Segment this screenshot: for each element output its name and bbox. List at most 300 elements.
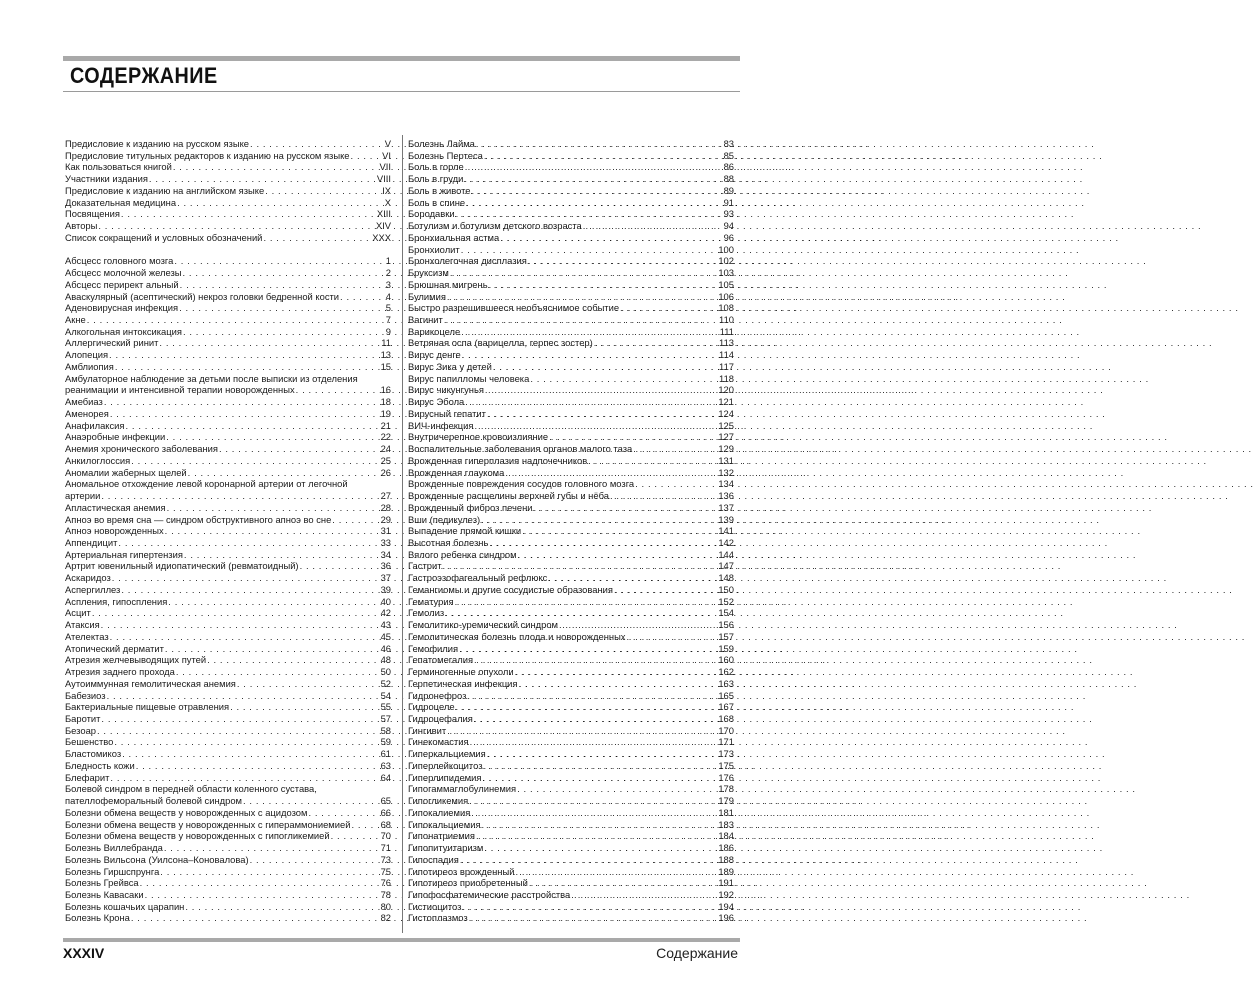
toc-entry-page: 178 (718, 783, 734, 795)
toc-leader-dots (471, 807, 717, 819)
toc-entry-page: 13 (380, 349, 391, 361)
toc-entry-page: 176 (718, 771, 734, 783)
toc-leader-dots (109, 349, 380, 361)
toc-entry[interactable] (65, 713, 391, 725)
toc-entry[interactable] (65, 736, 391, 748)
toc-entry-page: 33 (380, 536, 391, 548)
toc-leader-dots (583, 220, 723, 232)
toc-entry-page: 65 (380, 795, 391, 807)
toc-entry-page: 175 (718, 759, 734, 771)
toc-entry-page: 159 (718, 642, 734, 654)
toc-entry-title: Болезни обмена веществ у новорожденных с ацидозом (65, 806, 308, 818)
toc-leader-dots (474, 654, 717, 666)
toc-entry[interactable] (408, 760, 734, 772)
toc-entry-title: Болезнь Лайма (408, 138, 475, 149)
toc-entry-title: Варикоцеле (408, 325, 461, 337)
toc-entry[interactable] (408, 748, 734, 760)
toc-entry[interactable] (65, 807, 391, 819)
toc-entry-title: Вагинит (408, 314, 443, 326)
toc-entry[interactable] (65, 455, 391, 467)
toc-entry-title: Артрит ювенильный идиопатический (ревматоидный) (65, 560, 299, 572)
toc-entry-title: Баротит (65, 712, 101, 724)
toc-entry-page: 124 (718, 407, 734, 419)
toc-leader-dots (115, 361, 380, 373)
toc-entry[interactable] (65, 866, 391, 878)
toc-entry-page: 18 (380, 396, 391, 408)
toc-entry-title: Гемофилия (408, 642, 459, 654)
toc-entry-title: Боль в груди (408, 173, 464, 185)
toc-leader-dots (517, 783, 717, 795)
toc-entry[interactable] (408, 431, 734, 443)
toc-leader-dots (263, 232, 371, 244)
toc-entry[interactable] (408, 678, 734, 690)
toc-leader-dots (112, 572, 380, 584)
toc-leader-dots (114, 736, 379, 748)
toc-entry[interactable] (65, 783, 391, 806)
toc-entry[interactable] (408, 584, 734, 596)
toc-entry-title: Амбулаторное наблюдение за детьми после выписки из отделения (65, 372, 358, 384)
toc-entry-page: 76 (380, 877, 391, 889)
toc-entry-title: Гипокалиемия (408, 806, 471, 818)
toc-leader-dots (110, 408, 380, 420)
toc-entry-title: Гиперлипидемия (408, 771, 482, 783)
toc-leader-dots (87, 314, 385, 326)
toc-entry[interactable] (408, 783, 734, 795)
toc-entry[interactable] (408, 443, 734, 455)
toc-entry[interactable] (65, 150, 391, 162)
toc-entry[interactable] (65, 255, 391, 267)
toc-entry-title: Булимия (408, 290, 446, 302)
toc-leader-dots (481, 514, 717, 526)
toc-entry[interactable] (65, 725, 391, 737)
toc-entry[interactable] (65, 291, 391, 303)
toc-entry-title: Болезнь кошачьих царапин (65, 900, 185, 912)
toc-leader-dots (331, 830, 380, 842)
toc-entry[interactable] (408, 420, 734, 432)
toc-entry[interactable] (408, 725, 734, 737)
toc-leader-dots (101, 619, 380, 631)
toc-entry[interactable] (408, 197, 734, 209)
toc-entry-page: 103 (718, 267, 734, 279)
toc-entry[interactable] (408, 701, 734, 713)
toc-entry-page: VI (382, 149, 391, 161)
toc-entry-title: Атрезия заднего прохода (65, 666, 175, 678)
toc-leader-dots (444, 314, 718, 326)
toc-leader-dots (126, 420, 380, 432)
toc-entry[interactable] (408, 314, 734, 326)
toc-entry[interactable] (65, 431, 391, 443)
toc-entry[interactable] (408, 396, 734, 408)
toc-entry-page: 179 (718, 795, 734, 807)
toc-leader-dots (173, 161, 379, 173)
toc-leader-dots (469, 912, 718, 924)
toc-entry[interactable] (408, 326, 734, 338)
toc-entry[interactable] (408, 525, 734, 537)
toc-leader-dots (476, 830, 717, 842)
toc-leader-dots (104, 396, 380, 408)
toc-entry-title: Вирус денге (408, 349, 461, 361)
toc-entry[interactable] (65, 173, 391, 185)
toc-entry-page: 43 (380, 619, 391, 631)
toc-entry[interactable] (65, 842, 391, 854)
toc-entry[interactable] (408, 654, 734, 666)
toc-entry[interactable] (65, 549, 391, 561)
toc-entry-page: 141 (718, 525, 734, 537)
toc-entry[interactable] (65, 912, 391, 924)
toc-leader-dots (149, 173, 376, 185)
toc-entry[interactable] (65, 514, 391, 526)
toc-entry-page: 147 (718, 560, 734, 572)
toc-entry[interactable] (65, 631, 391, 643)
toc-entry-title: Аномалии жаберных щелей (65, 466, 187, 478)
toc-entry[interactable] (408, 161, 734, 173)
running-title: Содержание (656, 945, 738, 961)
toc-entry-title: Врожденный фиброз печени (408, 501, 533, 513)
toc-entry-page: IX (382, 184, 391, 196)
toc-entry-page: 188 (718, 853, 734, 865)
toc-entry-page: 78 (380, 889, 391, 900)
toc-entry-page: 181 (718, 806, 734, 818)
toc-entry-page: 94 (723, 220, 734, 232)
toc-leader-dots (183, 267, 385, 279)
toc-entry[interactable] (408, 150, 734, 162)
toc-entry-line (65, 795, 391, 807)
toc-leader-dots (588, 455, 717, 467)
toc-leader-dots (519, 678, 718, 690)
toc-entry-title: Болезнь Грейвса (65, 877, 139, 889)
toc-entry-title: Гепатомегалия (408, 654, 474, 666)
toc-entry[interactable] (408, 361, 734, 373)
toc-leader-dots (559, 619, 717, 631)
toc-entry[interactable] (408, 220, 734, 232)
toc-leader-dots (549, 431, 717, 443)
toc-entry-page: 165 (718, 689, 734, 701)
toc-entry[interactable] (65, 666, 391, 678)
toc-entry-page: XXX (372, 231, 391, 243)
toc-entry[interactable] (65, 396, 391, 408)
toc-entry[interactable] (408, 842, 734, 854)
toc-entry[interactable] (408, 291, 734, 303)
toc-entry-title: Авторы (65, 220, 98, 232)
toc-leader-dots (633, 443, 717, 455)
toc-column-left (65, 138, 391, 924)
toc-entry-title: Болезнь Виллебранда (65, 842, 163, 854)
toc-entry[interactable] (65, 877, 391, 889)
toc-entry-page: 86 (723, 161, 734, 173)
toc-entry[interactable] (408, 877, 734, 889)
toc-entry[interactable] (65, 525, 391, 537)
toc-entry[interactable] (65, 467, 391, 479)
toc-entry-title: Воспалительные заболевания органов малого таза (408, 443, 633, 455)
toc-entry[interactable] (65, 619, 391, 631)
toc-entry[interactable] (65, 502, 391, 514)
toc-entry-title: Ботулизм и ботулизм детского возраста (408, 220, 582, 232)
toc-leader-dots (92, 607, 380, 619)
toc-entry[interactable] (408, 467, 734, 479)
toc-entry-page: 85 (723, 149, 734, 161)
toc-entry[interactable] (408, 631, 734, 643)
toc-entry[interactable] (408, 337, 734, 349)
toc-entry[interactable] (65, 584, 391, 596)
toc-entry[interactable] (408, 912, 734, 924)
toc-entry[interactable] (408, 690, 734, 702)
toc-entry-page: 46 (380, 642, 391, 654)
toc-entry-page: 28 (380, 501, 391, 513)
toc-entry[interactable] (65, 279, 391, 291)
toc-leader-dots (530, 373, 718, 385)
toc-entry[interactable] (408, 232, 734, 244)
toc-entry[interactable] (408, 666, 734, 678)
toc-entry-page: 58 (380, 724, 391, 736)
toc-entry[interactable] (65, 901, 391, 913)
toc-entry[interactable] (65, 643, 391, 655)
toc-entry-title: Бруксизм (408, 267, 449, 279)
toc-entry[interactable] (408, 713, 734, 725)
toc-entry[interactable] (65, 267, 391, 279)
toc-entry-page: VIII (376, 173, 391, 185)
toc-entry[interactable] (408, 643, 734, 655)
toc-entry[interactable] (65, 420, 391, 432)
toc-entry[interactable] (65, 138, 391, 150)
toc-entry-page: 93 (723, 208, 734, 220)
toc-entry[interactable] (65, 337, 391, 349)
toc-leader-dots (466, 197, 722, 209)
toc-entry-title: Аменорея (65, 407, 109, 419)
toc-leader-dots (340, 291, 385, 303)
toc-entry[interactable] (65, 197, 391, 209)
toc-entry[interactable] (65, 607, 391, 619)
toc-leader-dots (461, 326, 719, 338)
toc-entry-page: 22 (380, 431, 391, 443)
toc-entry-title: Аллергический ринит (65, 337, 159, 349)
toc-entry-title-cont: артерии (65, 490, 101, 502)
toc-entry[interactable] (408, 901, 734, 913)
toc-leader-dots (332, 514, 379, 526)
toc-entry[interactable] (408, 173, 734, 185)
toc-entry[interactable] (65, 161, 391, 173)
toc-entry[interactable] (408, 596, 734, 608)
toc-entry-page: 129 (718, 443, 734, 455)
toc-entry[interactable] (65, 819, 391, 831)
toc-entry-title: Амблиопия (65, 360, 114, 372)
toc-entry[interactable] (408, 208, 734, 220)
toc-entry[interactable] (408, 889, 734, 901)
toc-entry[interactable] (408, 185, 734, 197)
toc-entry[interactable] (408, 279, 734, 291)
toc-entry[interactable] (65, 373, 391, 396)
toc-entry-page: 111 (719, 325, 734, 337)
toc-entry[interactable] (408, 807, 734, 819)
toc-entry[interactable] (65, 690, 391, 702)
toc-entry[interactable] (65, 314, 391, 326)
toc-entry[interactable] (408, 384, 734, 396)
toc-entry[interactable] (65, 220, 391, 232)
toc-entry-title: Бластомикоз (65, 748, 122, 760)
toc-leader-dots (500, 232, 722, 244)
toc-entry-title: Бледность кожи (65, 759, 135, 771)
toc-entry[interactable] (65, 302, 391, 314)
toc-entry-page: 170 (718, 724, 734, 736)
toc-entry-title: Бронхиальная астма (408, 231, 500, 243)
toc-leader-dots (447, 725, 717, 737)
toc-entry[interactable] (408, 772, 734, 784)
toc-entry-title: Аспления, гипоспления (65, 595, 168, 607)
toc-leader-dots (450, 267, 718, 279)
toc-entry-page: 15 (380, 360, 391, 372)
toc-entry[interactable] (408, 560, 734, 572)
toc-leader-dots (185, 901, 379, 913)
column-divider (402, 135, 403, 933)
toc-entry[interactable] (65, 678, 391, 690)
toc-entry-title: Анаэробные инфекции (65, 431, 166, 443)
toc-entry-title: Список сокращений и условных обозначений (65, 231, 263, 243)
toc-entry[interactable] (65, 760, 391, 772)
toc-leader-dots (176, 666, 380, 678)
toc-entry[interactable] (65, 408, 391, 420)
toc-entry[interactable] (65, 185, 391, 197)
toc-leader-dots (110, 631, 380, 643)
toc-entry[interactable] (65, 361, 391, 373)
toc-entry[interactable] (65, 854, 391, 866)
toc-leader-dots (460, 854, 718, 866)
toc-entry-title: Внутричерепное кровоизлияние (408, 431, 549, 443)
toc-leader-dots (300, 560, 380, 572)
toc-entry-title: Болезнь Гиршспрунга (65, 865, 160, 877)
toc-leader-dots (456, 701, 718, 713)
toc-leader-dots (465, 396, 717, 408)
toc-entry-page: 100 (718, 243, 734, 255)
toc-entry[interactable] (408, 549, 734, 561)
toc-entry[interactable] (408, 514, 734, 526)
toc-entry[interactable] (65, 772, 391, 784)
toc-entry-title: Врожденная глаукома (408, 466, 505, 478)
toc-entry[interactable] (408, 349, 734, 361)
toc-entry[interactable] (408, 138, 734, 150)
toc-entry-title: Аваскулярный (асептический) некроз головки бедренной кости (65, 290, 340, 302)
toc-entry-title: Болезнь Пертеса (408, 149, 483, 161)
toc-entry[interactable] (408, 819, 734, 831)
toc-entry[interactable] (408, 736, 734, 748)
toc-entry[interactable] (65, 596, 391, 608)
toc-entry[interactable] (65, 537, 391, 549)
toc-leader-dots (184, 549, 380, 561)
toc-entry[interactable] (65, 748, 391, 760)
toc-entry-title: Аскаридоз (65, 572, 111, 584)
toc-entry[interactable] (408, 795, 734, 807)
footer-rule (63, 938, 740, 942)
toc-entry[interactable] (65, 830, 391, 842)
toc-entry[interactable] (408, 854, 734, 866)
toc-entry[interactable] (65, 889, 391, 901)
toc-entry-page: 39 (380, 583, 391, 595)
toc-leader-dots (493, 361, 718, 373)
toc-entry-page: 106 (718, 290, 734, 302)
toc-entry[interactable] (408, 244, 734, 256)
toc-entry-page: 102 (718, 255, 734, 267)
toc-entry[interactable] (408, 607, 734, 619)
toc-entry-page: 117 (719, 360, 734, 372)
toc-entry[interactable] (408, 302, 734, 314)
toc-entry-page: 36 (380, 560, 391, 572)
toc-entry[interactable] (65, 560, 391, 572)
toc-entry-title: Блефарит (65, 771, 110, 783)
toc-leader-dots (534, 502, 718, 514)
toc-entry-title: Гистиоцитоз (408, 900, 462, 912)
toc-entry[interactable] (408, 455, 734, 467)
toc-entry-page: 134 (718, 478, 734, 490)
toc-entry-title: Герминогенные опухоли (408, 666, 514, 678)
toc-entry[interactable] (65, 232, 391, 244)
toc-leader-dots (118, 537, 379, 549)
toc-entry-title: Врожденные повреждения сосудов головного мозга (408, 478, 635, 490)
toc-entry[interactable] (408, 373, 734, 385)
toc-entry-page: 171 (718, 736, 734, 748)
toc-leader-dots (518, 549, 718, 561)
toc-entry-page: 127 (718, 431, 734, 443)
toc-entry[interactable] (65, 208, 391, 220)
toc-entry-page: 142 (718, 536, 734, 548)
toc-entry[interactable] (408, 502, 734, 514)
toc-entry-page: 66 (380, 806, 391, 818)
toc-entry[interactable] (408, 267, 734, 279)
toc-entry-page: 189 (718, 865, 734, 877)
toc-leader-dots (528, 255, 717, 267)
toc-leader-dots (174, 255, 384, 267)
toc-entry-title: Гипоспадия (408, 853, 459, 865)
toc-entry[interactable] (408, 255, 734, 267)
toc-entry-line (65, 490, 391, 502)
toc-entry-title: Аденовирусная инфекция (65, 302, 179, 314)
toc-leader-dots (165, 643, 380, 655)
toc-entry-page: 24 (380, 443, 391, 455)
toc-leader-dots (464, 173, 722, 185)
toc-entry-line (65, 384, 391, 396)
toc-entry-title: Гидроцефалия (408, 712, 473, 724)
toc-entry-title: Атрезия желчевыводящих путей (65, 654, 207, 666)
toc-entry-page: 125 (718, 419, 734, 431)
toc-entry-page: 168 (718, 712, 734, 724)
toc-entry[interactable] (408, 408, 734, 420)
toc-entry[interactable] (65, 326, 391, 338)
toc-entry[interactable] (408, 866, 734, 878)
toc-entry-page: 34 (380, 548, 391, 560)
toc-entry[interactable] (408, 490, 734, 502)
toc-entry[interactable] (65, 654, 391, 666)
toc-entry-page: XIV (375, 220, 391, 232)
toc-entry-title: Вирус папилломы человека (408, 372, 530, 384)
toc-leader-dots (489, 537, 717, 549)
toc-entry-title-cont: пателлофеморальный болевой синдром (65, 795, 242, 807)
toc-entry[interactable] (65, 443, 391, 455)
toc-entry[interactable] (408, 537, 734, 549)
toc-entry-title: Гематурия (408, 595, 454, 607)
toc-entry[interactable] (408, 619, 734, 631)
toc-entry[interactable] (408, 478, 734, 490)
toc-entry[interactable] (65, 478, 391, 501)
toc-entry-page: X (384, 196, 391, 208)
toc-entry[interactable] (65, 572, 391, 584)
toc-entry[interactable] (65, 349, 391, 361)
toc-entry-page: 108 (718, 302, 734, 314)
toc-entry-page: 186 (718, 842, 734, 854)
toc-entry[interactable] (408, 572, 734, 584)
toc-entry-title: Вирусный гепатит (408, 407, 486, 419)
toc-entry-title: ВИЧ-инфекция (408, 419, 474, 431)
toc-entry[interactable] (65, 701, 391, 713)
toc-entry[interactable] (408, 830, 734, 842)
toc-entry-page: 194 (718, 900, 734, 912)
toc-entry-title: Гипогаммаглобулинемия (408, 783, 517, 795)
